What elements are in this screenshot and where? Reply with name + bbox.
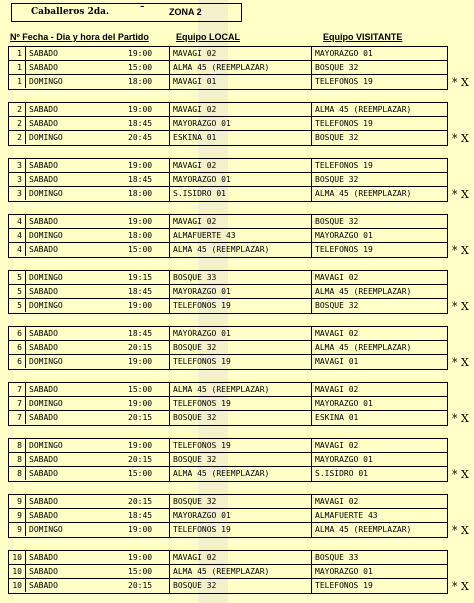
match-day: DOMINGO	[29, 399, 63, 408]
match-time: 15:00	[128, 385, 153, 394]
fecha-number: 7	[9, 397, 26, 410]
visiting-team: ALMA 45 (REEMPLAZAR)	[311, 285, 411, 299]
match-row	[9, 523, 447, 537]
local-team: ALMA 45 (REEMPLAZAR)	[169, 61, 269, 75]
visiting-team: MAVAGI 02	[311, 495, 358, 509]
match-day: SABADO	[29, 553, 58, 562]
match-time: 19:00	[128, 441, 153, 450]
visiting-team: TELEFONOS 19	[311, 579, 373, 593]
visiting-team: TELEFONOS 19	[311, 243, 373, 257]
fecha-group	[8, 270, 448, 314]
match-row	[9, 579, 447, 593]
visiting-team: MAYORAZGO 01	[311, 229, 373, 243]
match-row	[9, 215, 447, 229]
local-team: ESKINA 01	[169, 131, 216, 145]
match-time: 18:00	[128, 77, 153, 86]
local-team: ALMA 45 (REEMPLAZAR)	[169, 565, 269, 579]
match-time: 19:15	[128, 273, 153, 282]
fecha-number: 1	[9, 61, 26, 74]
fecha-number: 9	[9, 509, 26, 522]
visiting-team: BOSQUE 32	[311, 131, 358, 145]
match-row	[9, 551, 447, 565]
free-team-mark: * X	[452, 524, 469, 537]
fecha-number: 5	[9, 285, 26, 298]
free-team-mark: * X	[452, 468, 469, 481]
fecha-number: 8	[9, 453, 26, 466]
match-row	[9, 159, 447, 173]
match-time: 15:00	[128, 63, 153, 72]
visiting-team: ALMAFUERTE 43	[311, 509, 378, 523]
match-row	[9, 75, 447, 89]
match-day: SABADO	[29, 287, 58, 296]
visiting-team: MAYORAZGO 01	[311, 453, 373, 467]
fecha-number: 6	[9, 355, 26, 368]
match-day: SABADO	[29, 497, 58, 506]
local-team: MAVAGI 02	[169, 47, 216, 61]
match-day: SABADO	[29, 567, 58, 576]
local-team: MAYORAZGO 01	[169, 509, 231, 523]
visiting-team: ALMA 45 (REEMPLAZAR)	[311, 103, 411, 117]
zone-title: ZONA 2	[169, 7, 202, 17]
match-time: 20:15	[128, 343, 153, 352]
header-local: Equipo LOCAL	[176, 32, 240, 42]
match-day: SABADO	[29, 343, 58, 352]
match-time: 20:15	[128, 581, 153, 590]
fecha-number: 4	[9, 243, 26, 256]
header-visitante: Equipo VISITANTE	[323, 32, 403, 42]
fecha-group	[8, 382, 448, 426]
visiting-team: MAYORAZGO 01	[311, 47, 373, 61]
local-team: MAYORAZGO 01	[169, 117, 231, 131]
fecha-number: 6	[9, 327, 26, 340]
visiting-team: BOSQUE 32	[311, 61, 358, 75]
match-day: SABADO	[29, 105, 58, 114]
visiting-team: ALMA 45 (REEMPLAZAR)	[311, 187, 411, 201]
fecha-group	[8, 438, 448, 482]
match-row	[9, 565, 447, 579]
local-team: BOSQUE 32	[169, 453, 216, 467]
match-time: 20:15	[128, 455, 153, 464]
match-day: SABADO	[29, 217, 58, 226]
match-day: SABADO	[29, 581, 58, 590]
visiting-team: S.ISIDRO 01	[311, 467, 368, 481]
fecha-number: 2	[9, 117, 26, 130]
match-day: DOMINGO	[29, 525, 63, 534]
match-day: DOMINGO	[29, 357, 63, 366]
fecha-number: 5	[9, 299, 26, 312]
match-day: SABADO	[29, 119, 58, 128]
local-team: ALMA 45 (REEMPLAZAR)	[169, 243, 269, 257]
local-team: ALMAFUERTE 43	[169, 229, 236, 243]
fecha-group	[8, 214, 448, 258]
match-time: 15:00	[128, 567, 153, 576]
fecha-group	[8, 326, 448, 370]
local-team: TELEFONOS 19	[169, 355, 231, 369]
visiting-team: TELEFONOS 19	[311, 117, 373, 131]
match-day: DOMINGO	[29, 231, 63, 240]
visiting-team: MAVAGI 01	[311, 355, 358, 369]
category-title: Caballeros 2da.	[31, 7, 110, 17]
visiting-team: MAYORAZGO 01	[311, 565, 373, 579]
local-team: BOSQUE 32	[169, 411, 216, 425]
fecha-number: 10	[9, 551, 26, 564]
local-team: BOSQUE 32	[169, 341, 216, 355]
match-row	[9, 131, 447, 145]
match-day: DOMINGO	[29, 189, 63, 198]
match-day: SABADO	[29, 49, 58, 58]
fecha-number: 7	[9, 411, 26, 424]
match-row	[9, 327, 447, 341]
match-row	[9, 187, 447, 201]
match-day: SABADO	[29, 455, 58, 464]
local-team: BOSQUE 32	[169, 579, 216, 593]
fecha-number: 8	[9, 439, 26, 452]
free-team-mark: * X	[452, 244, 469, 257]
match-row	[9, 495, 447, 509]
fecha-number: 2	[9, 103, 26, 116]
match-row	[9, 173, 447, 187]
title-box	[11, 3, 242, 22]
match-row	[9, 439, 447, 453]
free-team-mark: * X	[452, 356, 469, 369]
match-time: 19:00	[128, 161, 153, 170]
free-team-mark: * X	[452, 412, 469, 425]
local-team: MAYORAZGO 01	[169, 173, 231, 187]
match-day: DOMINGO	[29, 441, 63, 450]
match-row	[9, 47, 447, 61]
visiting-team: ESKINA 01	[311, 411, 358, 425]
visiting-team: BOSQUE 32	[311, 215, 358, 229]
local-team: MAYORAZGO 01	[169, 285, 231, 299]
match-time: 18:45	[128, 511, 153, 520]
match-row	[9, 271, 447, 285]
visiting-team: MAVAGI 02	[311, 271, 358, 285]
free-team-mark: * X	[452, 580, 469, 593]
match-day: SABADO	[29, 175, 58, 184]
fecha-number: 10	[9, 565, 26, 578]
match-day: SABADO	[29, 385, 58, 394]
match-time: 18:00	[128, 189, 153, 198]
local-team: TELEFONOS 19	[169, 299, 231, 313]
match-row	[9, 411, 447, 425]
local-team: BOSQUE 32	[169, 495, 216, 509]
match-day: SABADO	[29, 161, 58, 170]
local-team: MAVAGI 02	[169, 159, 216, 173]
match-day: SABADO	[29, 245, 58, 254]
match-row	[9, 467, 447, 481]
fecha-number: 8	[9, 467, 26, 480]
match-time: 18:00	[128, 231, 153, 240]
local-team: TELEFONOS 19	[169, 439, 231, 453]
match-time: 19:00	[128, 105, 153, 114]
visiting-team: MAVAGI 02	[311, 383, 358, 397]
local-team: TELEFONOS 19	[169, 397, 231, 411]
visiting-team: TELEFONOS 19	[311, 159, 373, 173]
fecha-number: 7	[9, 383, 26, 396]
local-team: MAVAGI 02	[169, 215, 216, 229]
match-row	[9, 61, 447, 75]
fecha-number: 1	[9, 47, 26, 60]
free-team-mark: * X	[452, 132, 469, 145]
fecha-group	[8, 494, 448, 538]
local-team: ALMA 45 (REEMPLAZAR)	[169, 467, 269, 481]
local-team: MAVAGI 02	[169, 551, 216, 565]
match-row	[9, 341, 447, 355]
fecha-number: 2	[9, 131, 26, 144]
match-row	[9, 453, 447, 467]
visiting-team: BOSQUE 33	[311, 551, 358, 565]
match-row	[9, 229, 447, 243]
fecha-number: 1	[9, 75, 26, 88]
visiting-team: ALMA 45 (REEMPLAZAR)	[311, 341, 411, 355]
match-day: SABADO	[29, 511, 58, 520]
match-time: 20:15	[128, 497, 153, 506]
match-row	[9, 397, 447, 411]
fecha-number: 3	[9, 187, 26, 200]
visiting-team: MAVAGI 02	[311, 327, 358, 341]
match-row	[9, 103, 447, 117]
fecha-group	[8, 158, 448, 202]
visiting-team: ALMA 45 (REEMPLAZAR)	[311, 523, 411, 537]
match-time: 19:00	[128, 301, 153, 310]
match-time: 18:45	[128, 175, 153, 184]
match-time: 19:00	[128, 399, 153, 408]
fecha-number: 5	[9, 271, 26, 284]
fecha-number: 3	[9, 173, 26, 186]
match-row	[9, 117, 447, 131]
match-time: 15:00	[128, 469, 153, 478]
match-row	[9, 285, 447, 299]
local-team: S.ISIDRO 01	[169, 187, 226, 201]
fecha-number: 3	[9, 159, 26, 172]
match-row	[9, 355, 447, 369]
match-time: 18:45	[128, 287, 153, 296]
fecha-number: 6	[9, 341, 26, 354]
fecha-number: 9	[9, 523, 26, 536]
match-day: DOMINGO	[29, 273, 63, 282]
match-time: 20:45	[128, 133, 153, 142]
visiting-team: BOSQUE 32	[311, 173, 358, 187]
fecha-number: 4	[9, 215, 26, 228]
title-dash: –	[140, 2, 145, 12]
fecha-group	[8, 46, 448, 90]
match-time: 19:00	[128, 525, 153, 534]
visiting-team: MAYORAZGO 01	[311, 397, 373, 411]
local-team: MAVAGI 02	[169, 103, 216, 117]
match-time: 20:15	[128, 413, 153, 422]
match-time: 19:00	[128, 553, 153, 562]
match-day: DOMINGO	[29, 77, 63, 86]
match-day: DOMINGO	[29, 301, 63, 310]
match-row	[9, 383, 447, 397]
fecha-number: 10	[9, 579, 26, 592]
match-row	[9, 299, 447, 313]
match-time: 19:00	[128, 217, 153, 226]
match-day: SABADO	[29, 329, 58, 338]
visiting-team: BOSQUE 32	[311, 299, 358, 313]
local-team: MAVAGI 01	[169, 75, 216, 89]
local-team: MAYORAZGO 01	[169, 327, 231, 341]
match-day: SABADO	[29, 469, 58, 478]
local-team: ALMA 45 (REEMPLAZAR)	[169, 383, 269, 397]
match-row	[9, 509, 447, 523]
free-team-mark: * X	[452, 300, 469, 313]
free-team-mark: * X	[452, 76, 469, 89]
match-time: 18:45	[128, 119, 153, 128]
visiting-team: TELEFONOS 19	[311, 75, 373, 89]
match-day: DOMINGO	[29, 133, 63, 142]
local-team: TELEFONOS 19	[169, 523, 231, 537]
local-team: BOSQUE 33	[169, 271, 216, 285]
fecha-number: 9	[9, 495, 26, 508]
match-time: 19:00	[128, 357, 153, 366]
visiting-team: MAVAGI 02	[311, 439, 358, 453]
fecha-group	[8, 550, 448, 594]
header-num-fecha: Nº Fecha - Dia y hora del Partido	[10, 32, 149, 42]
match-row	[9, 243, 447, 257]
match-time: 18:45	[128, 329, 153, 338]
match-day: SABADO	[29, 63, 58, 72]
fecha-number: 4	[9, 229, 26, 242]
match-day: SABADO	[29, 413, 58, 422]
fecha-group	[8, 102, 448, 146]
match-time: 15:00	[128, 245, 153, 254]
free-team-mark: * X	[452, 188, 469, 201]
match-time: 19:00	[128, 49, 153, 58]
